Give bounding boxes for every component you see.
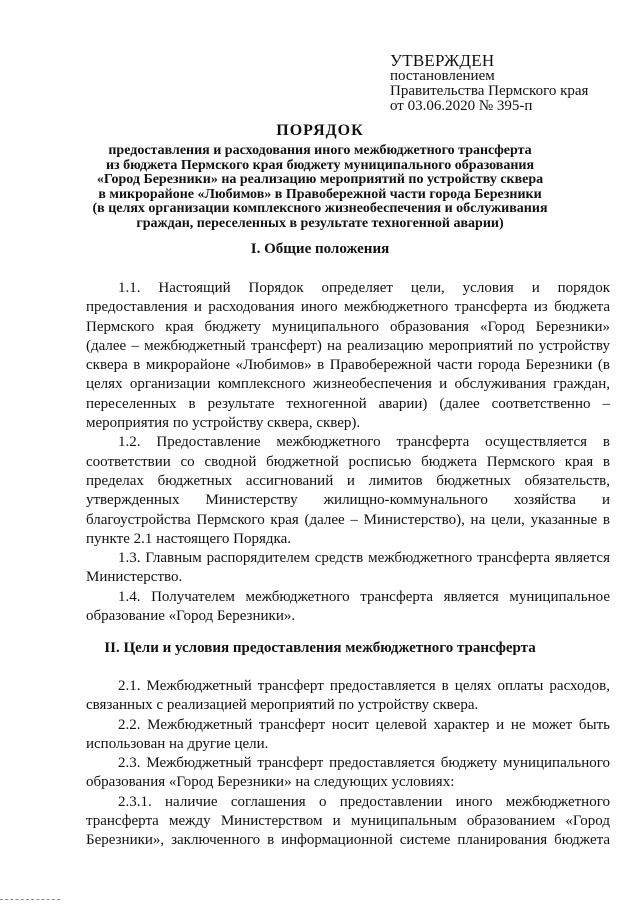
- subtitle-line: граждан, переселенных в результате техногенной аварии): [136, 215, 504, 231]
- paragraph-1-4: 1.4. Получателем межбюджетного трансферта является муниципальное образование «Город Березники».: [86, 588, 610, 625]
- approval-resolution: постановлением: [390, 68, 495, 84]
- paragraph-1-3: 1.3. Главным распорядителем средств межбюджетного трансферта является Министерство.: [86, 550, 610, 586]
- scan-edge-mark: [0, 899, 60, 900]
- subtitle-line: в микрорайоне «Любимов» в Правобережной части города Березники: [98, 186, 542, 202]
- approval-government: Правительства Пермского края: [390, 83, 589, 99]
- section-2-body: [86, 677, 610, 851]
- paragraph-2-2: 2.2. Межбюджетный трансферт носит целевой характер и не может быть использован на другие цели.: [86, 716, 610, 752]
- paragraph-1-2: 1.2. Предоставление межбюджетного трансферта осуществляется в соответствии со сводной бюджетной росписью бюджета Пермского края в пределах бюджетных ассигнований и лимитов бюджетных обязательств, утвержденных Министерству жилищно-коммунального хозяйства и благоустройства Пермского края (далее – Министерство), на цели, указанные в пункте 2.1 настоящего Порядка.: [86, 434, 610, 547]
- approval-approved: УТВЕРЖДЕН: [390, 51, 495, 70]
- subtitle-line: из бюджета Пермского края бюджету муниципального образования: [105, 157, 535, 173]
- document-title: ПОРЯДОК: [276, 122, 364, 139]
- section-1-body: [86, 279, 610, 626]
- section-2-heading: II. Цели и условия предоставления межбюджетного трансферта: [104, 640, 536, 656]
- section-1-heading: I. Общие положения: [250, 241, 390, 257]
- document-subtitle: [70, 144, 570, 232]
- subtitle-line: предоставления и расходования иного межбюджетного трансферта: [108, 143, 532, 158]
- approval-date-number: от 03.06.2020 № 395-п: [390, 98, 533, 114]
- paragraph-2-1: 2.1. Межбюджетный трансферт предоставляется в целях оплаты расходов, связанных с реализацией мероприятий по устройству сквера.: [86, 678, 610, 714]
- subtitle-line: «Город Березники» на реализацию мероприятий по устройству сквера: [96, 172, 544, 188]
- paragraph-2-3-1: 2.3.1. наличие соглашения о предоставлении иного межбюджетного трансферта между Министерством и муниципальным образованием «Город Березники», заключенного в информационной системе планирования бюджета: [86, 793, 610, 849]
- subtitle-line: (в целях организации комплексного жизнеобеспечения и обслуживания: [92, 201, 548, 217]
- paragraph-2-3: 2.3. Межбюджетный трансферт предоставляется бюджету муниципального образования «Город Березники» на следующих условиях:: [86, 755, 610, 791]
- paragraph-1-1: 1.1. Настоящий Порядок определяет цели, условия и порядок предоставления и расходования иного межбюджетного трансферта из бюджета Пермского края бюджету муниципального образования «Город Березники» (далее – межбюджетный трансферт) на реализацию мероприятий по устройству сквера в микрорайоне «Любимов» в Правобережной части города Березники (в целях организации комплексного жизнеобеспечения и обслуживания граждан, переселенных в результате техногенной аварии) (далее соответственно – мероприятия по устройству сквера, сквер).: [86, 280, 610, 432]
- approval-stamp: [390, 52, 588, 114]
